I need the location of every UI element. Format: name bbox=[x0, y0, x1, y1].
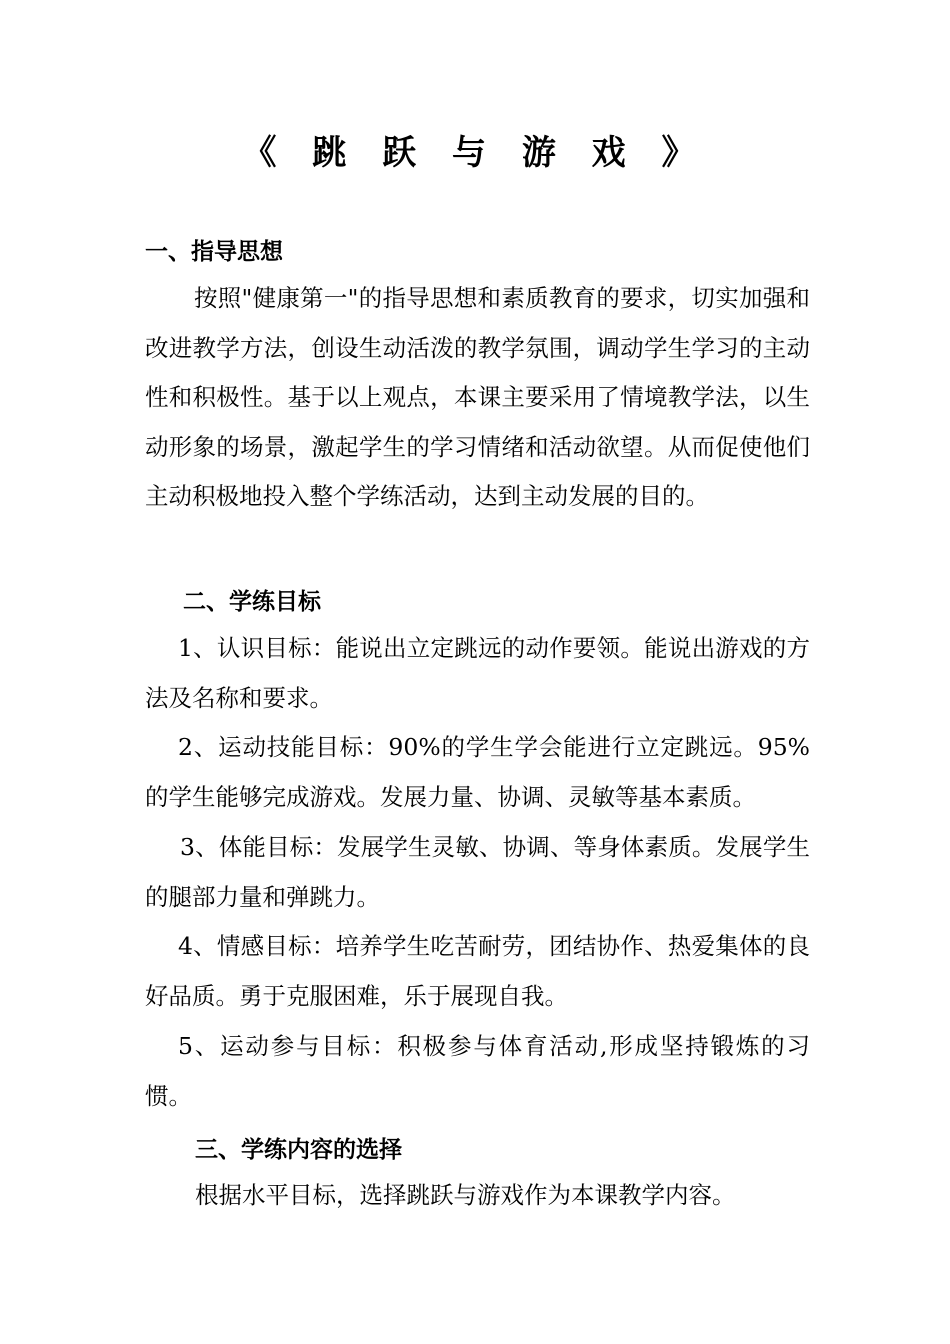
paragraph-goal-motor-skill: 2、运动技能目标：90%的学生学会能进行立定跳远。95%的学生能够完成游戏。发展力量、协调、灵敏等基本素质。 bbox=[145, 733, 810, 811]
paragraph-goal-cognitive: 1、认识目标：能说出立定跳远的动作要领。能说出游戏的方法及名称和要求。 bbox=[145, 634, 810, 712]
paragraph-goal-emotional: 4、情感目标：培养学生吃苦耐劳，团结协作、热爱集体的良好品质。勇于克服困难，乐于展现自我。 bbox=[145, 932, 810, 1010]
document-title: 《 跳 跃 与 游 戏 》 bbox=[242, 133, 708, 173]
section-heading-guiding-idea: 一、指导思想 bbox=[145, 239, 283, 265]
section-heading-learning-goals: 二、学练目标 bbox=[183, 589, 321, 615]
section-heading-content-selection: 三、学练内容的选择 bbox=[195, 1137, 402, 1163]
paragraph-goal-participation: 5、运动参与目标：积极参与体育活动,形成坚持锻炼的习惯。 bbox=[145, 1032, 810, 1110]
paragraph-guiding-idea: 按照"健康第一"的指导思想和素质教育的要求，切实加强和改进教学方法，创设生动活泼的教学氛围，调动学生学习的主动性和积极性。基于以上观点，本课主要采用了情境教学法，以生动形象的场景，激起学生的学习情绪和活动欲望。从而促使他们主动积极地投入整个学练活动，达到主动发展的目的。 bbox=[145, 284, 810, 511]
paragraph-content-selection: 根据水平目标，选择跳跃与游戏作为本课教学内容。 bbox=[195, 1181, 736, 1209]
paragraph-goal-fitness: 3、体能目标：发展学生灵敏、协调、等身体素质。发展学生的腿部力量和弹跳力。 bbox=[145, 833, 810, 911]
